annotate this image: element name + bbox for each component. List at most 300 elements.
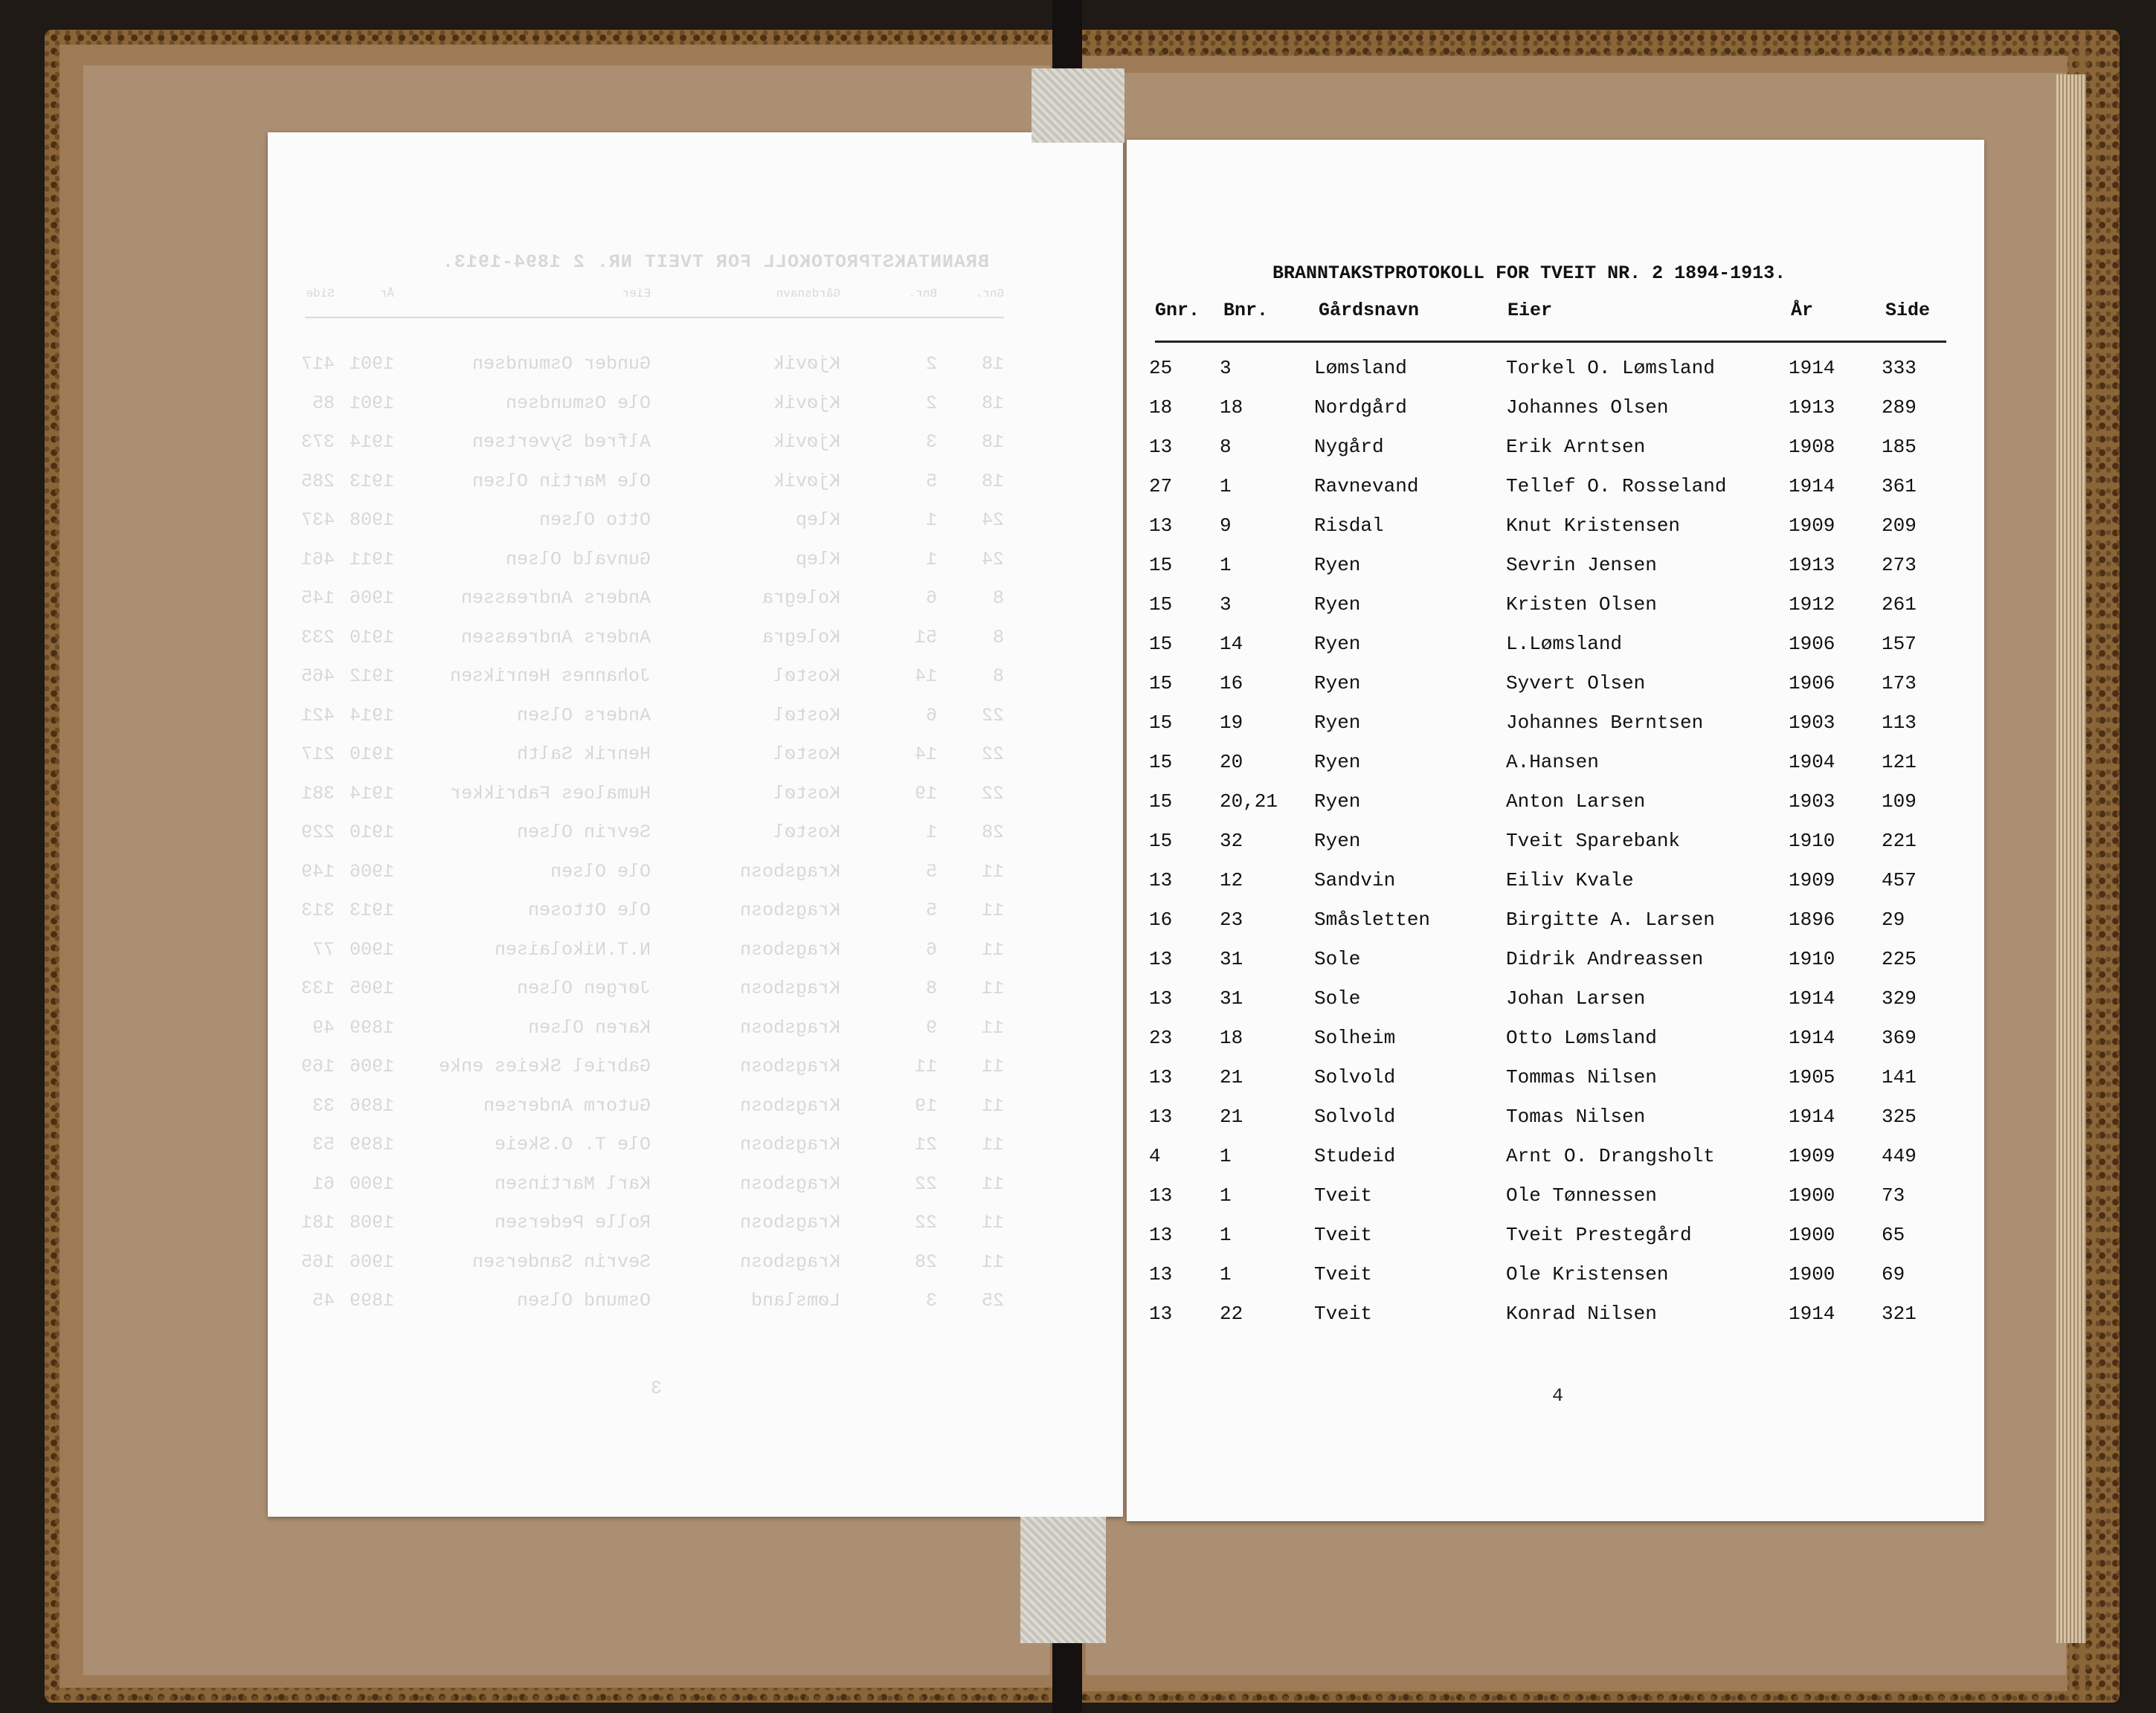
left-table-row bbox=[300, 1056, 1004, 1078]
left-cell-eier: Gunder Osmundsen bbox=[472, 353, 651, 375]
cell-side: 173 bbox=[1882, 672, 1917, 694]
left-page bbox=[268, 132, 1123, 1517]
left-cell-bnr: 1 bbox=[925, 548, 937, 570]
left-cell-bnr: 19 bbox=[914, 1094, 937, 1117]
cell-gnr: 13 bbox=[1149, 514, 1173, 537]
cell-side: 209 bbox=[1882, 514, 1917, 537]
cell-ar: 1912 bbox=[1789, 593, 1835, 616]
left-cell-side: 229 bbox=[300, 822, 335, 843]
cell-gardsnavn: Studeid bbox=[1314, 1145, 1396, 1167]
cell-gnr: 13 bbox=[1149, 948, 1173, 970]
left-table-row bbox=[300, 822, 1004, 844]
cell-gnr: 13 bbox=[1149, 436, 1173, 458]
table-row bbox=[1127, 593, 1984, 623]
left-page-bleedthrough bbox=[268, 132, 1123, 1517]
cell-eier: Tveit Sparebank bbox=[1506, 830, 1681, 852]
cell-side: 457 bbox=[1882, 869, 1917, 891]
table-row bbox=[1127, 712, 1984, 741]
cell-ar: 1900 bbox=[1789, 1184, 1835, 1207]
header-bnr: Bnr. bbox=[1223, 300, 1269, 321]
table-row bbox=[1127, 909, 1984, 938]
left-header-eier: Eier bbox=[622, 287, 651, 300]
cell-gardsnavn: Småsletten bbox=[1314, 909, 1431, 931]
cell-gnr: 18 bbox=[1149, 396, 1173, 419]
cell-eier: Birgitte A. Larsen bbox=[1506, 909, 1715, 931]
left-cell-ar: 1908 bbox=[349, 1212, 394, 1233]
left-cell-side: 53 bbox=[312, 1134, 335, 1155]
cell-gardsnavn: Nygård bbox=[1314, 436, 1384, 458]
left-cell-side: 373 bbox=[300, 431, 335, 453]
cell-eier: A.Hansen bbox=[1506, 751, 1599, 773]
left-cell-gardsnavn: Kjøvik bbox=[773, 470, 840, 492]
left-cell-gnr: 11 bbox=[981, 1016, 1004, 1039]
left-page-number: 3 bbox=[650, 1378, 662, 1399]
left-cell-eier: Ole Osmundsen bbox=[505, 392, 651, 414]
cell-eier: Johannes Olsen bbox=[1506, 396, 1669, 419]
cell-eier: Sevrin Jensen bbox=[1506, 554, 1657, 576]
left-cell-bnr: 8 bbox=[925, 978, 937, 999]
left-table-row bbox=[300, 431, 1004, 454]
left-cell-eier: N.T.Nikolaisen bbox=[494, 938, 651, 961]
left-cell-side: 49 bbox=[312, 1016, 335, 1039]
left-cell-ar: 1910 bbox=[349, 822, 394, 843]
cell-side: 69 bbox=[1882, 1263, 1905, 1285]
cell-gardsnavn: Ryen bbox=[1314, 790, 1361, 813]
header-rule bbox=[1155, 341, 1946, 343]
cell-ar: 1908 bbox=[1789, 436, 1835, 458]
cell-bnr: 12 bbox=[1220, 869, 1243, 891]
cell-bnr: 18 bbox=[1220, 396, 1243, 419]
left-cell-bnr: 5 bbox=[925, 470, 937, 492]
cell-gnr: 13 bbox=[1149, 987, 1173, 1010]
left-cell-side: 61 bbox=[312, 1172, 335, 1195]
left-cell-ar: 1906 bbox=[349, 587, 394, 609]
left-cell-gardsnavn: Kostøl bbox=[773, 822, 840, 843]
cell-eier: Ole Tønnessen bbox=[1506, 1184, 1657, 1207]
cell-gnr: 15 bbox=[1149, 554, 1173, 576]
left-cell-gnr: 18 bbox=[981, 470, 1004, 492]
left-cell-eier: Humaloes Fabrikker bbox=[449, 782, 651, 804]
left-cell-eier: Ole Olsen bbox=[550, 860, 651, 883]
left-cell-bnr: 1 bbox=[925, 822, 937, 843]
cell-bnr: 20,21 bbox=[1220, 790, 1278, 813]
left-cell-gardsnavn: Kragsbosn bbox=[739, 860, 840, 883]
cell-bnr: 22 bbox=[1220, 1303, 1243, 1325]
left-cell-gardsnavn: Kostøl bbox=[773, 665, 840, 687]
left-table-row bbox=[300, 587, 1004, 610]
left-cell-side: 133 bbox=[300, 978, 335, 999]
cell-bnr: 31 bbox=[1220, 948, 1243, 970]
left-cell-gnr: 11 bbox=[981, 1251, 1004, 1273]
cell-gardsnavn: Risdal bbox=[1314, 514, 1384, 537]
left-cell-eier: Osmund Olsen bbox=[516, 1290, 651, 1312]
left-cell-gnr: 18 bbox=[981, 431, 1004, 453]
cell-ar: 1903 bbox=[1789, 790, 1835, 813]
left-cell-bnr: 5 bbox=[925, 860, 937, 883]
left-cell-gnr: 18 bbox=[981, 392, 1004, 414]
binding-tape-bottom bbox=[1020, 1517, 1106, 1643]
cell-eier: Ole Kristensen bbox=[1506, 1263, 1669, 1285]
cell-gnr: 15 bbox=[1149, 633, 1173, 655]
cell-bnr: 1 bbox=[1220, 1224, 1232, 1246]
cell-side: 157 bbox=[1882, 633, 1917, 655]
table-row bbox=[1127, 396, 1984, 426]
cell-side: 113 bbox=[1882, 712, 1917, 734]
right-page bbox=[1127, 140, 1984, 1521]
left-cell-bnr: 22 bbox=[914, 1212, 937, 1233]
left-cell-bnr: 21 bbox=[914, 1134, 937, 1155]
left-cell-gardsnavn: Kragsbosn bbox=[739, 1094, 840, 1117]
cell-side: 221 bbox=[1882, 830, 1917, 852]
left-table-row bbox=[300, 470, 1004, 493]
cell-gnr: 15 bbox=[1149, 830, 1173, 852]
cell-bnr: 8 bbox=[1220, 436, 1232, 458]
left-table-row bbox=[300, 1251, 1004, 1274]
right-page-number: 4 bbox=[1552, 1385, 1564, 1407]
left-cell-ar: 1914 bbox=[349, 782, 394, 804]
header-side: Side bbox=[1885, 300, 1931, 321]
left-cell-side: 145 bbox=[300, 587, 335, 609]
table-row bbox=[1127, 436, 1984, 465]
table-row bbox=[1127, 475, 1984, 505]
cell-bnr: 18 bbox=[1220, 1027, 1243, 1049]
left-table-row bbox=[305, 1134, 1004, 1156]
left-cell-ar: 1910 bbox=[349, 743, 394, 765]
left-cell-eier: Johannes Henriksen bbox=[449, 665, 651, 687]
left-cell-bnr: 28 bbox=[914, 1251, 937, 1273]
table-row bbox=[1127, 1303, 1984, 1332]
header-eier: Eier bbox=[1507, 300, 1553, 321]
left-cell-ar: 1906 bbox=[349, 1251, 394, 1273]
cell-bnr: 3 bbox=[1220, 357, 1232, 379]
table-row bbox=[1127, 672, 1984, 702]
left-cell-side: 165 bbox=[300, 1251, 335, 1273]
cell-ar: 1906 bbox=[1789, 633, 1835, 655]
left-cell-gardsnavn: Kragsbosn bbox=[739, 1016, 840, 1039]
left-cell-gnr: 25 bbox=[981, 1290, 1004, 1312]
table-row bbox=[1127, 357, 1984, 387]
table-row bbox=[1127, 869, 1984, 899]
left-table-row bbox=[305, 393, 1004, 415]
cell-gardsnavn: Ryen bbox=[1314, 554, 1361, 576]
left-table-row bbox=[300, 743, 1004, 766]
left-cell-gardsnavn: Kragsbosn bbox=[739, 1172, 840, 1195]
left-cell-side: 313 bbox=[300, 900, 335, 921]
table-row bbox=[1127, 948, 1984, 978]
left-cell-eier: Gabriel Skeies enke bbox=[438, 1056, 651, 1077]
left-header-ar: År bbox=[379, 287, 394, 300]
cell-bnr: 1 bbox=[1220, 554, 1232, 576]
left-cell-ar: 1900 bbox=[349, 1172, 394, 1195]
cell-side: 29 bbox=[1882, 909, 1905, 931]
cell-eier: Didrik Andreassen bbox=[1506, 948, 1704, 970]
left-cell-bnr: 22 bbox=[914, 1172, 937, 1195]
cell-bnr: 20 bbox=[1220, 751, 1243, 773]
cell-eier: Tellef O. Rosseland bbox=[1506, 475, 1727, 497]
cell-eier: Torkel O. Lømsland bbox=[1506, 357, 1715, 379]
cell-side: 65 bbox=[1882, 1224, 1905, 1246]
table-row bbox=[1127, 1066, 1984, 1096]
left-cell-gnr: 11 bbox=[981, 938, 1004, 961]
left-cell-eier: Rolle Pedersen bbox=[494, 1212, 651, 1233]
cell-eier: Konrad Nilsen bbox=[1506, 1303, 1657, 1325]
left-cell-gnr: 11 bbox=[981, 1094, 1004, 1117]
left-cell-bnr: 51 bbox=[914, 626, 937, 648]
cell-ar: 1914 bbox=[1789, 357, 1835, 379]
left-cell-gnr: 11 bbox=[981, 900, 1004, 921]
table-row bbox=[1127, 1224, 1984, 1254]
left-cell-gnr: 24 bbox=[981, 548, 1004, 570]
cell-ar: 1900 bbox=[1789, 1263, 1835, 1285]
cell-gnr: 15 bbox=[1149, 712, 1173, 734]
left-cell-gardsnavn: Kragsbosn bbox=[739, 938, 840, 961]
header-ar: År bbox=[1791, 300, 1814, 321]
header-gardsnavn: Gårdsnavn bbox=[1319, 300, 1420, 321]
table-row bbox=[1127, 514, 1984, 544]
cell-side: 449 bbox=[1882, 1145, 1917, 1167]
cell-bnr: 23 bbox=[1220, 909, 1243, 931]
cell-eier: L.Lømsland bbox=[1506, 633, 1623, 655]
cell-gnr: 15 bbox=[1149, 593, 1173, 616]
cell-side: 333 bbox=[1882, 357, 1917, 379]
cell-gardsnavn: Ravnevand bbox=[1314, 475, 1419, 497]
cell-side: 73 bbox=[1882, 1184, 1905, 1207]
cell-eier: Erik Arntsen bbox=[1506, 436, 1646, 458]
left-cell-bnr: 1 bbox=[925, 509, 937, 531]
left-cell-ar: 1914 bbox=[349, 704, 394, 726]
left-cell-side: 381 bbox=[300, 782, 335, 804]
left-cell-gardsnavn: Kjøvik bbox=[773, 392, 840, 414]
left-cell-gnr: 28 bbox=[981, 822, 1004, 843]
left-cell-gardsnavn: Kjøvik bbox=[773, 353, 840, 375]
binding-tape-top bbox=[1032, 68, 1124, 143]
left-cell-ar: 1908 bbox=[349, 509, 394, 531]
left-table-row bbox=[300, 1212, 1004, 1234]
cell-gardsnavn: Solheim bbox=[1314, 1027, 1396, 1049]
left-table-row bbox=[300, 353, 1004, 375]
table-row bbox=[1127, 1263, 1984, 1293]
left-cell-bnr: 6 bbox=[925, 938, 937, 961]
cell-gnr: 13 bbox=[1149, 1106, 1173, 1128]
left-cell-eier: Henrik Salth bbox=[516, 743, 651, 765]
left-table-row bbox=[300, 978, 1004, 1000]
left-cell-ar: 1910 bbox=[349, 626, 394, 648]
left-cell-side: 149 bbox=[300, 860, 335, 883]
cell-gardsnavn: Sandvin bbox=[1314, 869, 1396, 891]
cell-gardsnavn: Ryen bbox=[1314, 593, 1361, 616]
cell-ar: 1913 bbox=[1789, 554, 1835, 576]
left-cell-bnr: 9 bbox=[925, 1016, 937, 1039]
header-gnr: Gnr. bbox=[1155, 300, 1200, 321]
left-page-header bbox=[305, 287, 1004, 318]
left-cell-gnr: 18 bbox=[981, 353, 1004, 375]
cell-gardsnavn: Ryen bbox=[1314, 672, 1361, 694]
left-table-row bbox=[300, 860, 1004, 883]
left-cell-gardsnavn: Kostøl bbox=[773, 743, 840, 765]
cell-gardsnavn: Tveit bbox=[1314, 1224, 1373, 1246]
left-cell-ar: 1914 bbox=[349, 431, 394, 453]
left-cell-gardsnavn: Kragsbosn bbox=[739, 900, 840, 921]
left-table-row bbox=[305, 1095, 1004, 1117]
left-cell-gardsnavn: Kolegra bbox=[762, 587, 840, 609]
left-cell-eier: Karen Olsen bbox=[527, 1016, 651, 1039]
left-cell-gnr: 22 bbox=[981, 704, 1004, 726]
left-cell-ar: 1905 bbox=[349, 978, 394, 999]
left-table-row bbox=[305, 1173, 1004, 1196]
cell-gardsnavn: Lømsland bbox=[1314, 357, 1407, 379]
left-cell-eier: Jørgen Olsen bbox=[516, 978, 651, 999]
cell-bnr: 3 bbox=[1220, 593, 1232, 616]
table-row bbox=[1127, 633, 1984, 662]
left-cell-ar: 1912 bbox=[349, 665, 394, 687]
cell-gnr: 15 bbox=[1149, 751, 1173, 773]
cell-gnr: 13 bbox=[1149, 1263, 1173, 1285]
cell-ar: 1905 bbox=[1789, 1066, 1835, 1088]
left-cell-eier: Ole Martin Olsen bbox=[472, 470, 651, 492]
left-cell-side: 461 bbox=[300, 548, 335, 570]
left-cell-gardsnavn: Lømsland bbox=[750, 1290, 840, 1312]
left-cell-ar: 1899 bbox=[349, 1134, 394, 1155]
cell-gnr: 13 bbox=[1149, 869, 1173, 891]
cell-eier: Tommas Nilsen bbox=[1506, 1066, 1657, 1088]
cell-bnr: 21 bbox=[1220, 1066, 1243, 1088]
left-cell-gnr: 11 bbox=[981, 1212, 1004, 1233]
cell-gardsnavn: Solvold bbox=[1314, 1066, 1396, 1088]
cell-bnr: 1 bbox=[1220, 1145, 1232, 1167]
left-cell-side: 465 bbox=[300, 665, 335, 687]
left-cell-side: 45 bbox=[312, 1290, 335, 1312]
left-cell-ar: 1913 bbox=[349, 470, 394, 492]
left-cell-ar: 1913 bbox=[349, 900, 394, 921]
left-cell-eier: Sevrin Olsen bbox=[516, 822, 651, 843]
left-cell-side: 233 bbox=[300, 626, 335, 648]
cell-bnr: 21 bbox=[1220, 1106, 1243, 1128]
left-table-row bbox=[300, 704, 1004, 727]
left-cell-side: 421 bbox=[300, 704, 335, 726]
left-table-row bbox=[300, 900, 1004, 922]
left-cell-gnr: 11 bbox=[981, 1056, 1004, 1077]
cell-gardsnavn: Ryen bbox=[1314, 751, 1361, 773]
left-cell-side: 181 bbox=[300, 1212, 335, 1233]
left-cell-eier: Gunvald Olsen bbox=[505, 548, 651, 570]
left-table-row bbox=[300, 509, 1004, 532]
cell-ar: 1914 bbox=[1789, 475, 1835, 497]
cell-eier: Johan Larsen bbox=[1506, 987, 1646, 1010]
page-stack-edge bbox=[2056, 74, 2086, 1643]
cell-side: 185 bbox=[1882, 436, 1917, 458]
cell-ar: 1900 bbox=[1789, 1224, 1835, 1246]
cell-gnr: 27 bbox=[1149, 475, 1173, 497]
left-cell-bnr: 2 bbox=[925, 353, 937, 375]
left-cell-bnr: 3 bbox=[925, 1290, 937, 1312]
cell-gardsnavn: Solvold bbox=[1314, 1106, 1396, 1128]
left-cell-bnr: 5 bbox=[925, 900, 937, 921]
cell-ar: 1910 bbox=[1789, 830, 1835, 852]
table-row bbox=[1127, 1184, 1984, 1214]
cell-eier: Otto Lømsland bbox=[1506, 1027, 1657, 1049]
left-header-gardsnavn: Gårdsnavn bbox=[776, 287, 840, 300]
left-cell-ar: 1901 bbox=[349, 392, 394, 414]
cell-ar: 1914 bbox=[1789, 987, 1835, 1010]
left-header-side: Side bbox=[306, 287, 335, 300]
left-cell-gnr: 11 bbox=[981, 1172, 1004, 1195]
left-cell-gardsnavn: Kolegra bbox=[762, 626, 840, 648]
left-header-bnr: Bnr. bbox=[908, 287, 937, 300]
cell-gnr: 23 bbox=[1149, 1027, 1173, 1049]
cell-side: 141 bbox=[1882, 1066, 1917, 1088]
cell-gnr: 16 bbox=[1149, 909, 1173, 931]
cell-side: 289 bbox=[1882, 396, 1917, 419]
left-cell-gnr: 24 bbox=[981, 509, 1004, 531]
table-row bbox=[1127, 1106, 1984, 1135]
left-cell-gardsnavn: Kostøl bbox=[773, 704, 840, 726]
cell-ar: 1914 bbox=[1789, 1106, 1835, 1128]
table-row bbox=[1127, 751, 1984, 781]
left-cell-side: 85 bbox=[312, 392, 335, 414]
left-cell-eier: Anders Andreassen bbox=[460, 626, 651, 648]
left-cell-side: 217 bbox=[300, 743, 335, 765]
cell-bnr: 1 bbox=[1220, 1263, 1232, 1285]
cell-gnr: 15 bbox=[1149, 790, 1173, 813]
left-cell-gnr: 11 bbox=[981, 860, 1004, 883]
cell-gardsnavn: Ryen bbox=[1314, 633, 1361, 655]
cell-side: 325 bbox=[1882, 1106, 1917, 1128]
cell-ar: 1904 bbox=[1789, 751, 1835, 773]
left-cell-bnr: 3 bbox=[925, 431, 937, 453]
left-header-gnr: Gnr. bbox=[975, 287, 1004, 300]
cell-gnr: 13 bbox=[1149, 1303, 1173, 1325]
cell-bnr: 19 bbox=[1220, 712, 1243, 734]
left-cell-bnr: 6 bbox=[925, 704, 937, 726]
cell-gnr: 4 bbox=[1149, 1145, 1161, 1167]
page-title: BRANNTAKSTPROTOKOLL FOR TVEIT NR. 2 1894-1913. bbox=[1272, 262, 1786, 284]
left-cell-ar: 1911 bbox=[349, 548, 394, 570]
cell-gnr: 13 bbox=[1149, 1184, 1173, 1207]
cell-gardsnavn: Tveit bbox=[1314, 1263, 1373, 1285]
left-cell-eier: Anders Andreassen bbox=[460, 587, 651, 609]
left-cell-bnr: 6 bbox=[925, 587, 937, 609]
cell-side: 361 bbox=[1882, 475, 1917, 497]
cell-ar: 1909 bbox=[1789, 869, 1835, 891]
cell-side: 121 bbox=[1882, 751, 1917, 773]
left-cell-ar: 1896 bbox=[349, 1094, 394, 1117]
cell-ar: 1914 bbox=[1789, 1027, 1835, 1049]
cell-eier: Johannes Berntsen bbox=[1506, 712, 1704, 734]
left-cell-ar: 1899 bbox=[349, 1290, 394, 1312]
cell-side: 329 bbox=[1882, 987, 1917, 1010]
left-cell-gardsnavn: Kragsbosn bbox=[739, 1134, 840, 1155]
left-cell-ar: 1906 bbox=[349, 860, 394, 883]
cell-side: 321 bbox=[1882, 1303, 1917, 1325]
table-row bbox=[1127, 1027, 1984, 1056]
cell-eier: Tomas Nilsen bbox=[1506, 1106, 1646, 1128]
cell-bnr: 1 bbox=[1220, 1184, 1232, 1207]
left-cell-bnr: 14 bbox=[914, 743, 937, 765]
cell-bnr: 32 bbox=[1220, 830, 1243, 852]
cell-ar: 1909 bbox=[1789, 1145, 1835, 1167]
cell-eier: Knut Kristensen bbox=[1506, 514, 1681, 537]
cell-ar: 1910 bbox=[1789, 948, 1835, 970]
left-cell-bnr: 2 bbox=[925, 392, 937, 414]
left-cell-gnr: 11 bbox=[981, 1134, 1004, 1155]
left-table-row bbox=[300, 665, 1004, 688]
left-cell-gardsnavn: Kjøvik bbox=[773, 431, 840, 453]
cell-gardsnavn: Tveit bbox=[1314, 1303, 1373, 1325]
left-cell-eier: Ole T. O.Skeie bbox=[494, 1134, 651, 1155]
left-cell-side: 285 bbox=[300, 470, 335, 492]
cell-gardsnavn: Sole bbox=[1314, 948, 1361, 970]
left-table-row bbox=[305, 1290, 1004, 1312]
